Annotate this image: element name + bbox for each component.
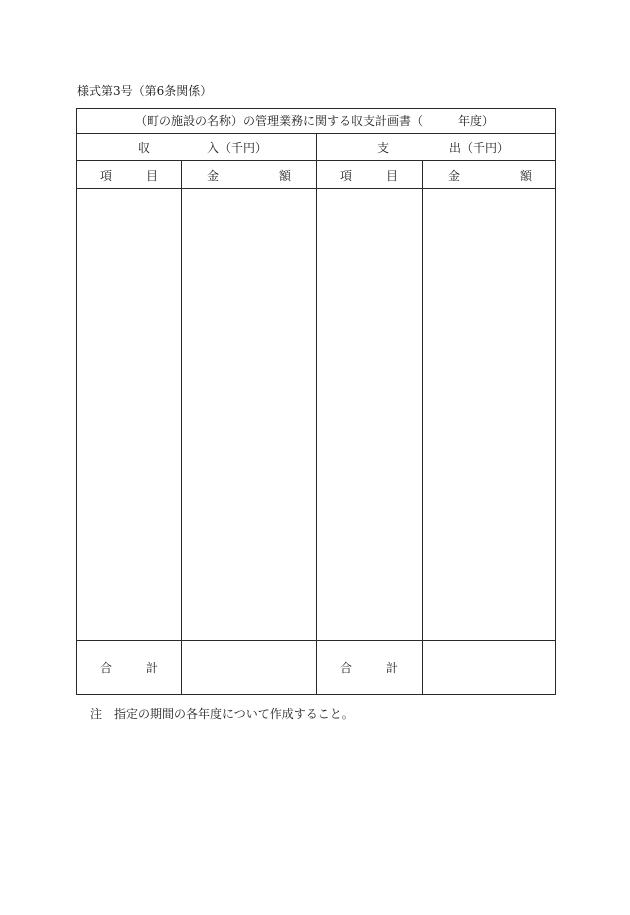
income-item-header-right: 目 <box>146 169 159 183</box>
expense-amount-header-left: 金 <box>448 169 461 183</box>
budget-plan-table <box>76 108 556 695</box>
table-border-left <box>76 108 77 695</box>
income-amount-header-right: 額 <box>279 169 292 183</box>
table-border-top <box>76 108 556 109</box>
expense-item-amount-divider <box>422 160 423 695</box>
expense-total-label-left: 合 <box>340 661 353 675</box>
table-border-right <box>555 108 556 695</box>
expense-total-label-right: 計 <box>386 661 399 675</box>
footnote-text: 指定の期間の各年度について作成すること。 <box>114 707 354 721</box>
expense-item-header-left: 項 <box>340 169 353 183</box>
expense-item-header-right: 目 <box>386 169 399 183</box>
form-reference: 様式第3号（第6条関係） <box>77 84 213 98</box>
expense-amount-header-right: 額 <box>520 169 533 183</box>
income-header-left: 収 <box>138 141 151 155</box>
income-item-header-left: 項 <box>100 169 113 183</box>
income-total-label-right: 計 <box>146 661 159 675</box>
footnote <box>90 707 354 721</box>
expense-header-right: 出（千円） <box>449 141 510 155</box>
income-expense-divider <box>316 133 317 695</box>
table-title <box>135 114 494 128</box>
income-item-amount-divider <box>181 160 182 695</box>
footnote-mark: 注 <box>90 707 103 721</box>
income-amount-header-left: 金 <box>207 169 220 183</box>
table-title-prefix: （町の施設の名称）の管理業務に関する収支計画書（ <box>135 114 424 128</box>
income-total-label-left: 合 <box>100 661 113 675</box>
table-title-suffix: 年度） <box>458 114 495 128</box>
expense-header-left: 支 <box>377 141 390 155</box>
income-header-right: 入（千円） <box>207 141 268 155</box>
